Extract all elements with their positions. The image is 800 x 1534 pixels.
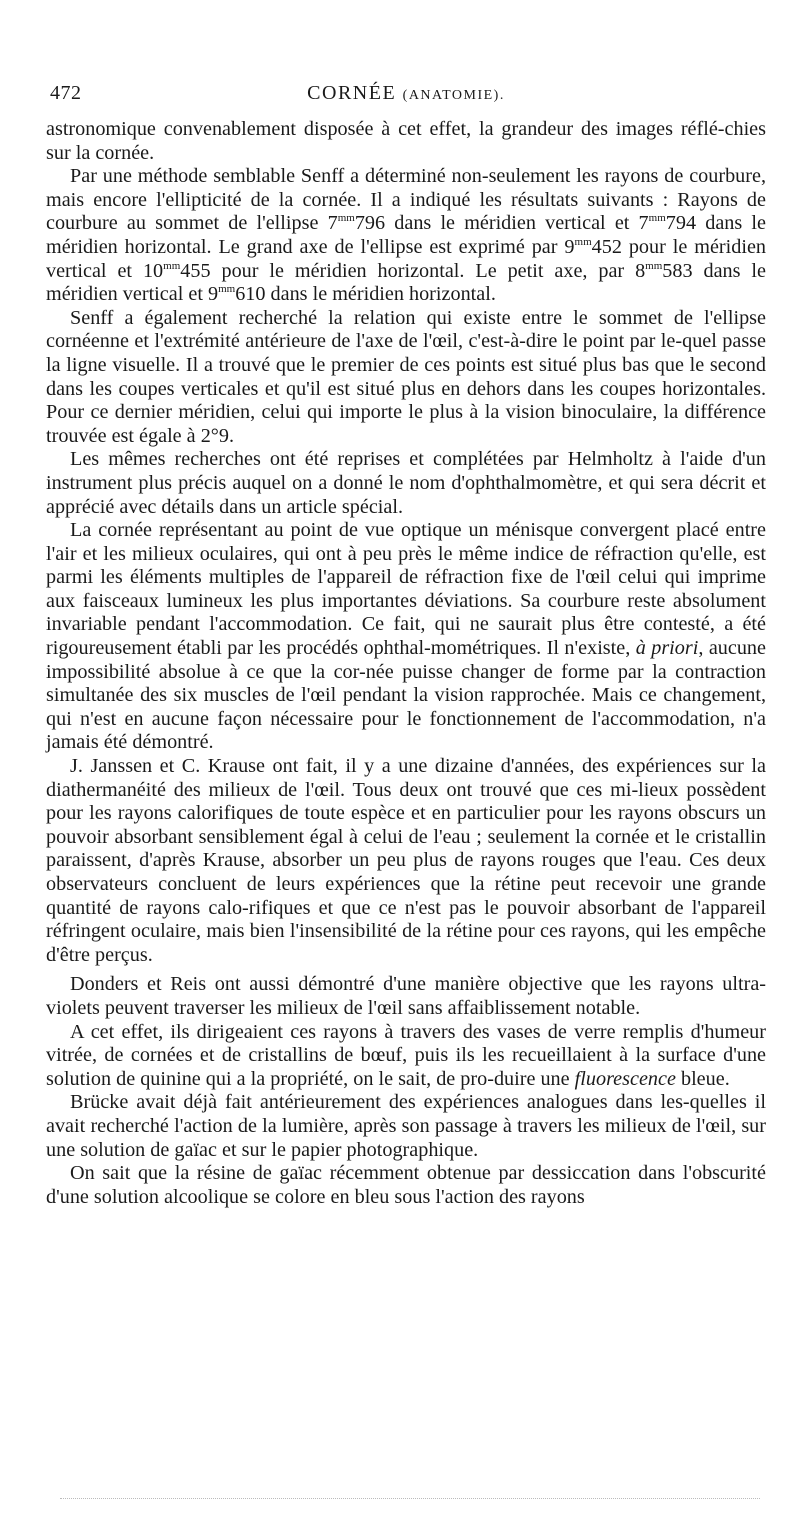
- paragraph-senff-relation: Senff a également recherché la relation qui existe entre le sommet de l'ellipse cornéenne et l'extrémité antérieure de l'axe de l'œil, c'est-à-dire le point par le-quel passe la ligne visuelle. Il a trouvé que le premier de ces points est situé plus bas que le second dans les coupes verticales et qu'il est situé plus en dehors dans les coupes horizontales. Pour ce dernier méridien, celui qui importe le plus à la vision binoculaire, la différence trouvée est égale à 2°9.: [46, 306, 766, 447]
- paragraph-gaiac: On sait que la résine de gaïac récemment obtenue par dessiccation dans l'obscurité d'une solution alcoolique se colore en bleu sous l'action des rayons: [46, 1162, 766, 1208]
- paragraph-brucke: Brücke avait déjà fait antérieurement des expériences analogues dans les-quelles il avait recherché l'action de la lumière, après son passage à travers les milieux de l'œil, sur une solution de gaïac et sur le papier photographique.: [46, 1091, 766, 1161]
- page-body: [46, 118, 766, 1209]
- paragraph-donders-reis: Donders et Reis ont aussi démontré d'une manière objective que les rayons ultra-violets peuvent traverser les milieux de l'œil sans affaiblissement notable.: [46, 973, 766, 1019]
- running-head: [46, 82, 766, 118]
- running-title: [46, 82, 766, 105]
- paragraph-effet: A cet effet, ils dirigeaient ces rayons à travers des vases de verre remplis d'humeur vitrée, de cornées et de cristallins de bœuf, puis ils les recueillaient à la surface d'une solution de quinine qui a la propriété, on le sait, de pro-duire une fluorescence bleue.: [46, 1020, 766, 1090]
- page-number: 472: [50, 82, 82, 104]
- paragraph-continuation: astronomique convenablement disposée à cet effet, la grandeur des images réflé-chies sur la cornée.: [46, 118, 766, 164]
- paragraph-helmholtz: Les mêmes recherches ont été reprises et complétées par Helmholtz à l'aide d'un instrument plus précis auquel on a donné le nom d'ophthalmomètre, et qui sera décrit et apprécié avec détails dans un article spécial.: [46, 448, 766, 518]
- page-bottom-marks: [60, 1498, 760, 1501]
- running-title-main: CORNÉE: [307, 82, 397, 104]
- paragraph-menisque: La cornée représentant au point de vue optique un ménisque convergent placé entre l'air et les milieux oculaires, qui ont à peu près le même indice de réfraction qu'elle, est parmi les éléments multiples de l'appareil de réfraction fixe de l'œil celui qui imprime aux faisceaux lumineux les plus importantes déviations. Sa courbure reste absolument invariable pendant l'accommodation. Ce fait, qui ne saurait plus être contesté, a été rigoureusement établi par les procédés ophthal-mométriques. Il n'existe, à priori, aucune impossibilité absolue à ce que la cor-née puisse changer de forme par la contraction simultanée des six muscles de l'œil pendant la vision rapprochée. Mais ce changement, qui n'est en aucune façon nécessaire pour le fonctionnement de l'accommodation, n'a jamais été démontré.: [46, 519, 766, 754]
- running-title-subject: (ANATOMIE).: [402, 88, 505, 103]
- paragraph-janssen-krause: J. Janssen et C. Krause ont fait, il y a une dizaine d'années, des expériences sur la diathermanéité des milieux de l'œil. Tous deux ont trouvé que ces mi-lieux possèdent pour les rayons calorifiques de toute espèce et en particulier pour les rayons obscurs un pouvoir absorbant sensiblement égal à celui de l'eau ; seulement la cornée et le cristallin paraissent, d'après Krause, absorber un peu plus de rayons rouges que l'eau. Ces deux observateurs concluent de leurs expériences que la rétine peut recevoir une grande quantité de rayons calo-rifiques et que ce n'est pas le pouvoir absorbant de l'appareil réfringent oculaire, mais bien l'insensibilité de la rétine pour ces rayons, qui les empêche d'être perçus.: [46, 755, 766, 966]
- paragraph-senff-courbure: Par une méthode semblable Senff a déterminé non-seulement les rayons de courbure, mais encore l'ellipticité de la cornée. Il a indiqué les résultats suivants : Rayons de courbure au sommet de l'ellipse $7^{mm}796$ dans le méridien vertical et $7^{mm}794$ dans le méridien horizontal. Le grand axe de l'ellipse est exprimé par $9^{mm}452$ pour le méridien vertical et $10^{mm}455$ pour le méridien horizontal. Le petit axe, par $8^{mm}583$ dans le méridien vertical et $9^{mm}610$ dans le méridien horizontal.: [46, 165, 766, 306]
